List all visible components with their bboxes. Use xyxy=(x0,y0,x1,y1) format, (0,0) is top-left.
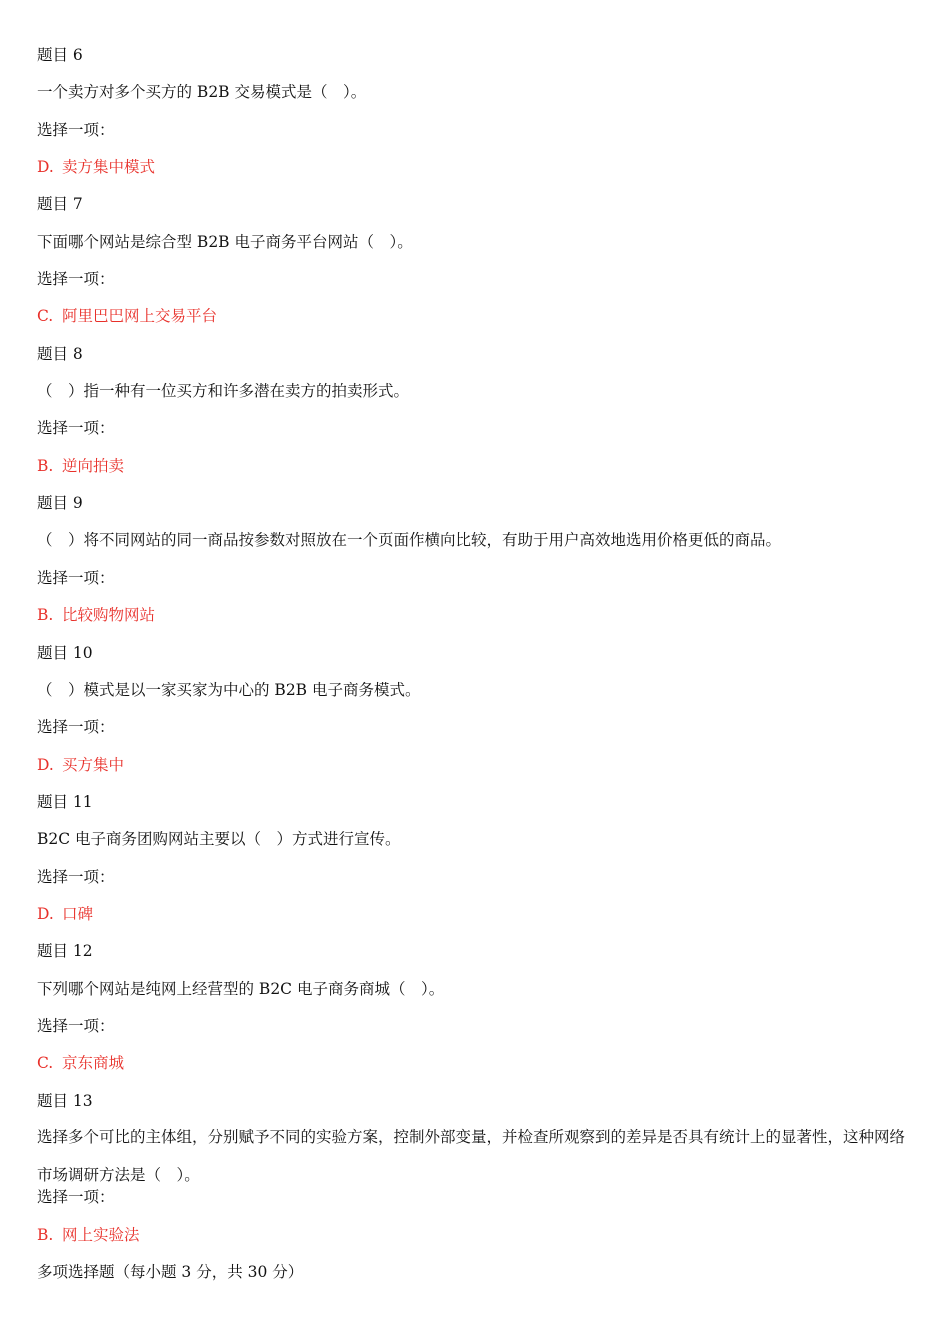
question-title: 题目 11 xyxy=(37,792,93,811)
document-body xyxy=(37,44,917,1298)
answer-letter: C. xyxy=(37,1054,54,1073)
answer xyxy=(37,1224,917,1261)
answer xyxy=(37,455,917,492)
question-title: 题目 13 xyxy=(37,1091,93,1110)
answer xyxy=(37,156,917,193)
answer-text: 网上实验法 xyxy=(62,1225,140,1244)
answer-text: 比较购物网站 xyxy=(62,606,156,625)
answer-letter: C. xyxy=(37,307,54,326)
question-title: 题目 9 xyxy=(37,494,83,513)
answer xyxy=(37,305,917,342)
question-text: B2C 电子商务团购网站主要以（ ）方式进行宣传。 xyxy=(37,830,401,849)
question-text: 选择多个可比的主体组，分别赋予不同的实验方案，控制外部变量，并检查所观察到的差异是否具有统计上的显著性，这种网络市场调研方法是（ ）。 xyxy=(37,1128,906,1184)
answer-text: 京东商城 xyxy=(62,1054,125,1073)
select-one-label: 选择一项： xyxy=(37,270,115,289)
select-one-label: 选择一项： xyxy=(37,568,115,587)
question-13 xyxy=(37,1090,917,1261)
question-text: （ ）将不同网站的同一商品按参数对照放在一个页面作横向比较，有助于用户高效地选用价格更低的商品。 xyxy=(37,531,782,550)
question-text: （ ）指一种有一位买方和许多潜在卖方的拍卖形式。 xyxy=(37,382,410,401)
select-one-label: 选择一项： xyxy=(37,718,115,737)
answer-text: 卖方集中模式 xyxy=(62,158,156,177)
question-10 xyxy=(37,642,917,791)
select-one-label: 选择一项： xyxy=(37,419,115,438)
answer-letter: B. xyxy=(37,606,54,625)
question-text: 下面哪个网站是综合型 B2B 电子商务平台网站（ ）。 xyxy=(37,232,413,251)
section-heading: 多项选择题（每小题 3 分，共 30 分） xyxy=(37,1263,304,1281)
answer-letter: D. xyxy=(37,904,54,923)
question-text: 下列哪个网站是纯网上经营型的 B2C 电子商务商城（ ）。 xyxy=(37,979,445,998)
answer-text: 买方集中 xyxy=(62,755,125,774)
select-one-label: 选择一项： xyxy=(37,1188,115,1207)
answer-text: 口碑 xyxy=(62,904,94,923)
question-text: （ ）模式是以一家买家为中心的 B2B 电子商务模式。 xyxy=(37,680,421,699)
answer-text: 逆向拍卖 xyxy=(62,456,125,475)
select-one-label: 选择一项： xyxy=(37,1016,115,1035)
select-one-label: 选择一项： xyxy=(37,120,115,139)
question-12 xyxy=(37,940,917,1089)
select-one-label: 选择一项： xyxy=(37,867,115,886)
question-title: 题目 12 xyxy=(37,942,93,961)
question-6 xyxy=(37,44,917,193)
question-title: 题目 10 xyxy=(37,643,93,662)
question-7 xyxy=(37,193,917,342)
answer-letter: D. xyxy=(37,755,54,774)
answer-letter: B. xyxy=(37,1225,54,1244)
question-9 xyxy=(37,492,917,641)
answer-text: 阿里巴巴网上交易平台 xyxy=(62,307,218,326)
question-11 xyxy=(37,791,917,940)
answer-letter: B. xyxy=(37,456,54,475)
question-title: 题目 8 xyxy=(37,344,83,363)
answer xyxy=(37,754,917,791)
answer xyxy=(37,903,917,940)
answer-letter: D. xyxy=(37,158,54,177)
question-8 xyxy=(37,343,917,492)
question-title: 题目 6 xyxy=(37,46,83,64)
question-text: 一个卖方对多个买方的 B2B 交易模式是（ ）。 xyxy=(37,83,367,102)
answer xyxy=(37,604,917,641)
question-title: 题目 7 xyxy=(37,195,83,214)
answer xyxy=(37,1052,917,1089)
